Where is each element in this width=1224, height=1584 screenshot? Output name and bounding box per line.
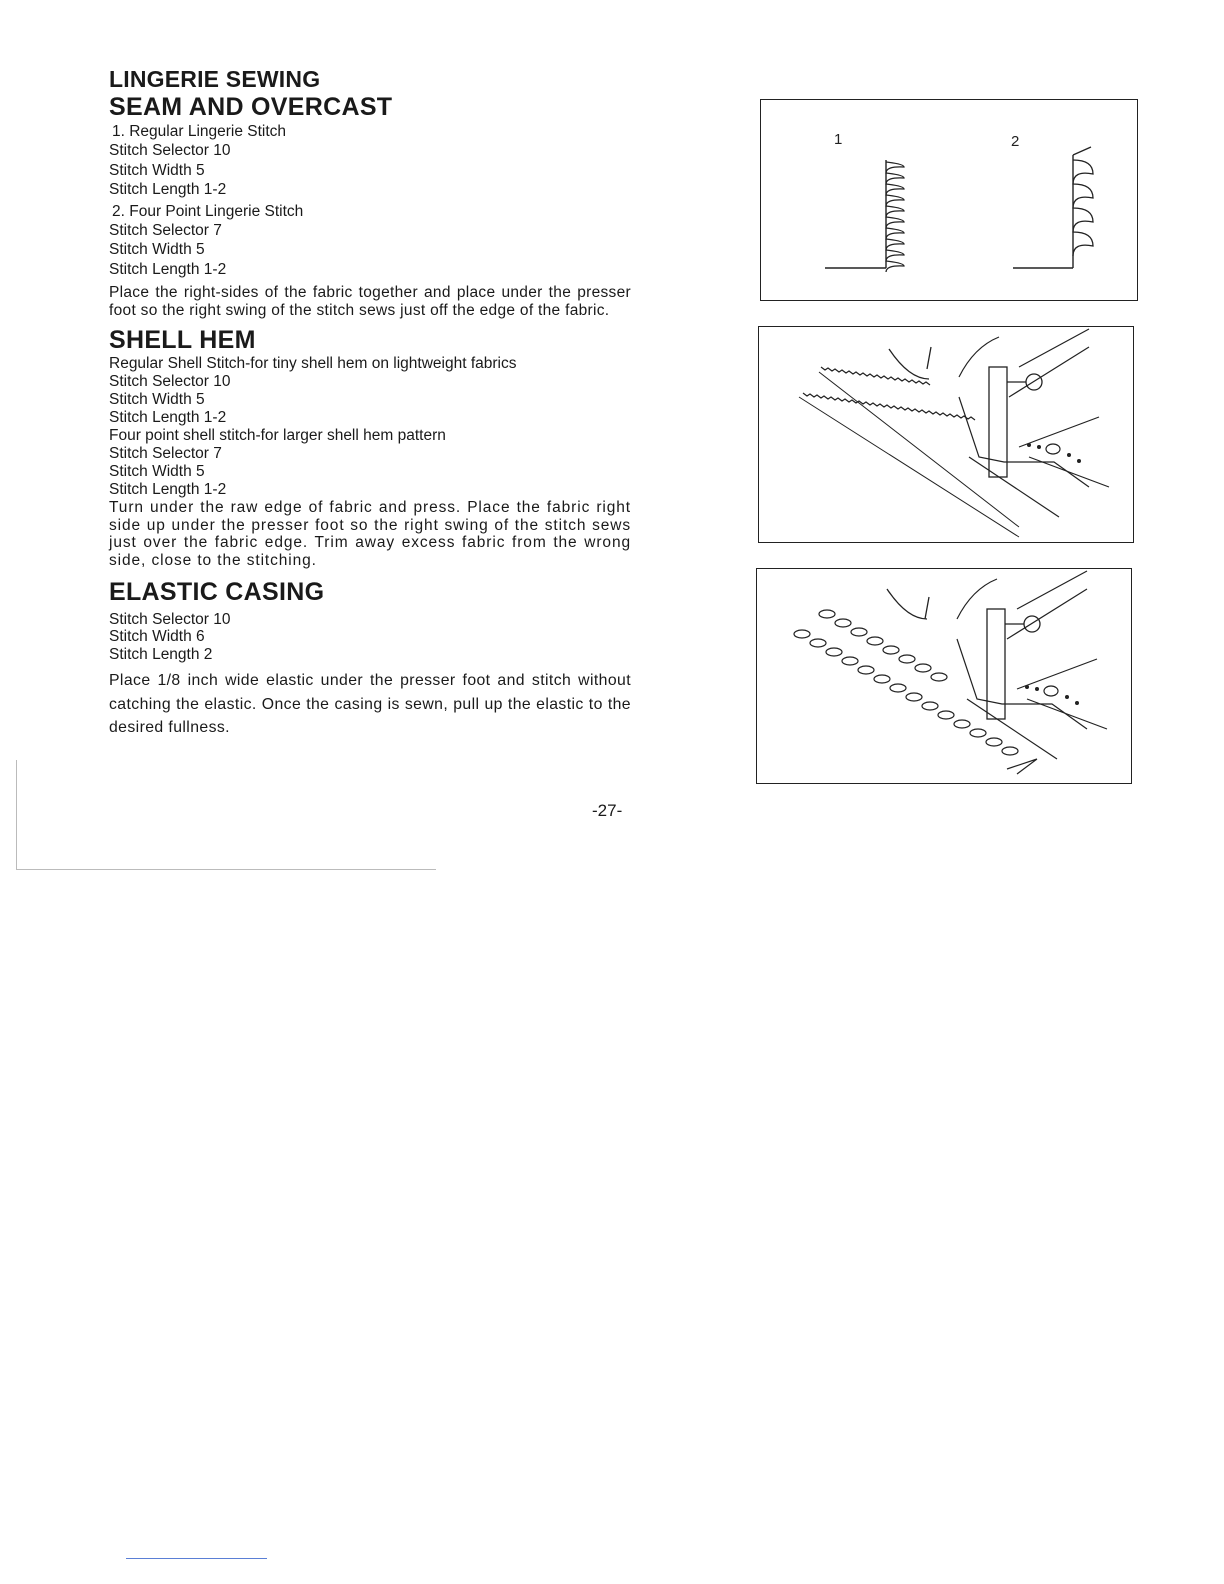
scan-edge-line	[16, 869, 436, 870]
seam-stitch1-title: 1. Regular Lingerie Stitch	[112, 123, 287, 140]
elastic-selector: Stitch Selector 10	[109, 610, 231, 628]
shell-regular-width: Stitch Width 5	[109, 391, 205, 409]
scan-blue-mark	[126, 1558, 267, 1559]
figure-elastic-casing	[756, 568, 1132, 784]
lingerie-stitch-illustration	[761, 100, 1137, 300]
seam-stitch1-selector: Stitch Selector 10	[109, 142, 231, 160]
figure-label-2: 2	[1011, 133, 1020, 150]
text-column	[109, 66, 631, 740]
shell-four-length: Stitch Length 1-2	[109, 481, 227, 499]
title-elastic-casing: ELASTIC CASING	[109, 577, 325, 606]
title-seam-and-overcast: SEAM AND OVERCAST	[109, 93, 393, 121]
scan-edge-vertical	[16, 760, 17, 870]
elastic-instructions: Place 1/8 inch wide elastic under the presser foot and stitch without catching the elastic. Once the casing is sewn, pull up the elastic to the desired fullness.	[109, 672, 631, 737]
shell-four-width: Stitch Width 5	[109, 463, 205, 481]
title-shell-hem: SHELL HEM	[109, 326, 256, 355]
seam-stitch2-title: 2. Four Point Lingerie Stitch	[112, 202, 304, 220]
seam-stitch2-length: Stitch Length 1-2	[109, 260, 227, 278]
elastic-length: Stitch Length 2	[109, 645, 213, 663]
elastic-casing-illustration	[757, 569, 1131, 783]
seam-stitch2-selector: Stitch Selector 7	[109, 222, 222, 240]
figure-lingerie-stitches	[760, 99, 1138, 301]
seam-stitch1-length: Stitch Length 1-2	[109, 181, 227, 199]
page-number: -27-	[592, 801, 623, 820]
title-lingerie-sewing: LINGERIE SEWING	[109, 66, 321, 92]
shell-regular-length: Stitch Length 1-2	[109, 409, 227, 427]
shell-regular-desc: Regular Shell Stitch-for tiny shell hem on lightweight fabrics	[109, 355, 517, 373]
seam-stitch2-width: Stitch Width 5	[109, 241, 205, 259]
shell-regular-selector: Stitch Selector 10	[109, 373, 231, 391]
seam-stitch1-width: Stitch Width 5	[109, 161, 205, 179]
seam-instructions: Place the right-sides of the fabric together and place under the presser foot so the right swing of the stitch sews just off the edge of the fabric.	[109, 284, 631, 320]
shell-hem-illustration	[759, 327, 1133, 542]
shell-four-desc: Four point shell stitch-for larger shell hem pattern	[109, 427, 446, 445]
figure-shell-hem	[758, 326, 1134, 543]
elastic-width: Stitch Width 6	[109, 628, 205, 646]
shell-four-selector: Stitch Selector 7	[109, 445, 222, 463]
shell-instructions: Turn under the raw edge of fabric and press. Place the fabric right side up under the presser foot so the right swing of the stitch sews just over the fabric edge. Trim away excess fabric from the wrong side, close to the stitching.	[109, 499, 631, 570]
figure-label-1: 1	[834, 131, 843, 148]
